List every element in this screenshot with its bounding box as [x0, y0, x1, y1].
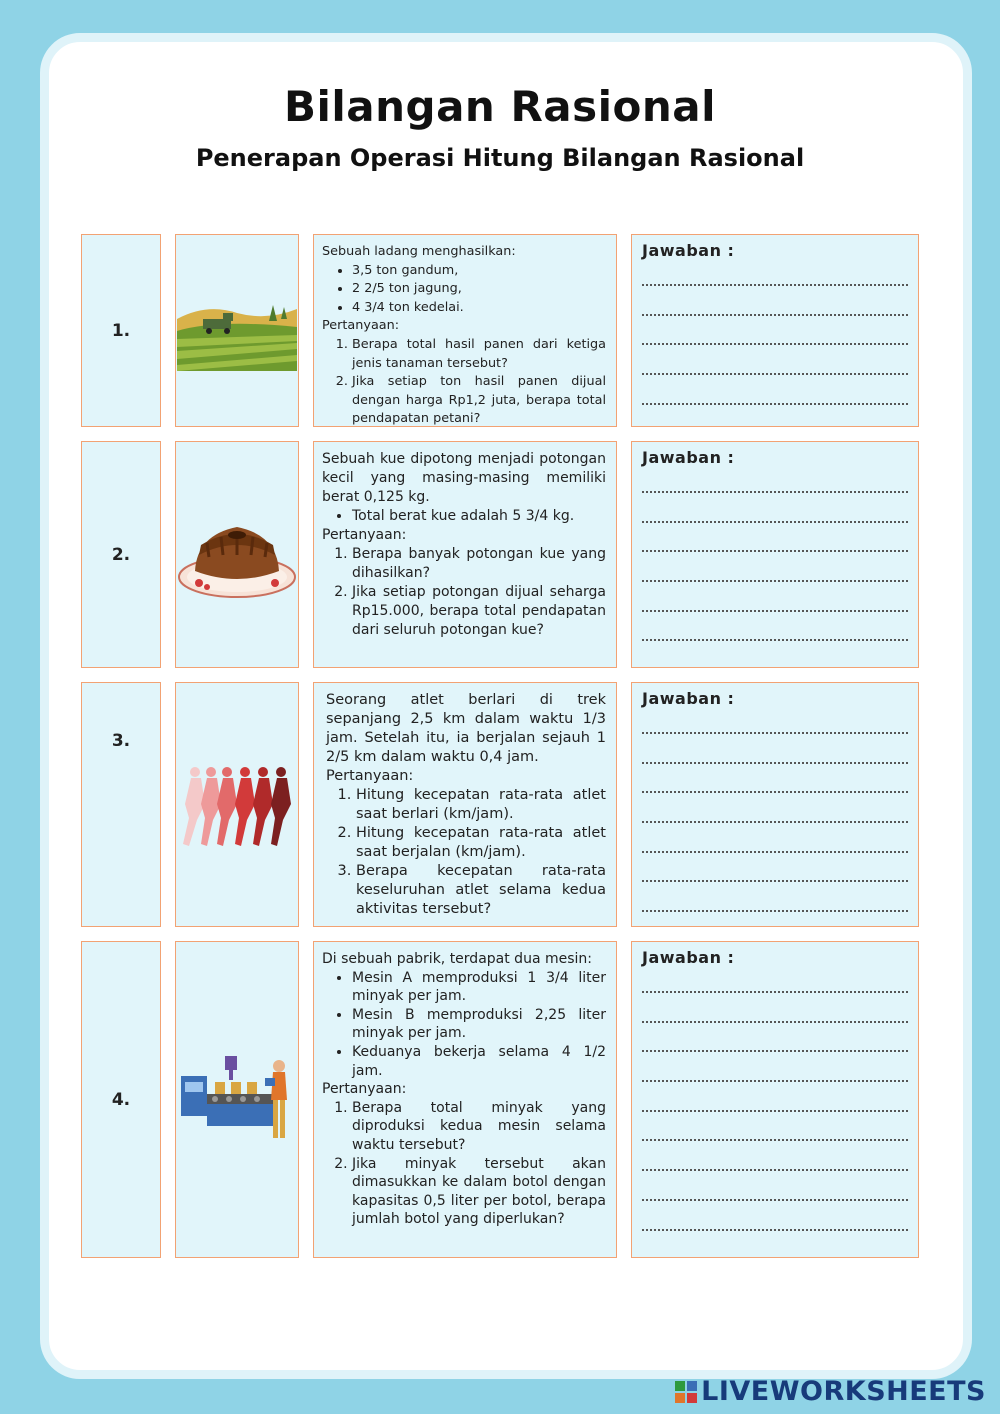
question-item: 1. Berapa total minyak yang diproduksi kedua mesin selama waktu tersebut?	[352, 1099, 606, 1155]
answer-line[interactable]	[642, 1141, 908, 1171]
problem-image	[175, 682, 299, 927]
list-item: • 3,5 ton gandum,	[352, 262, 606, 281]
answer-line[interactable]	[642, 1052, 908, 1082]
answer-line[interactable]	[642, 882, 908, 912]
answer-line[interactable]	[642, 493, 908, 523]
answer-line[interactable]	[642, 471, 908, 493]
problem-number: 2.	[81, 441, 161, 668]
answer-line[interactable]	[642, 993, 908, 1023]
answer-label: Jawaban :	[642, 448, 735, 467]
answer-line[interactable]	[642, 1201, 908, 1231]
problem-intro: Seorang atlet berlari di trek sepanjang 2,5 km dalam waktu 1/3 jam. Setelah itu, ia berjalan sejauh 1 2/5 km dalam waktu 0,4 jam.	[326, 692, 606, 765]
answer-label: Jawaban :	[642, 689, 735, 708]
problem-text	[313, 441, 617, 668]
liveworksheets-logo-icon	[675, 1381, 697, 1403]
answer-line[interactable]	[642, 375, 908, 405]
answer-box[interactable]	[631, 441, 919, 668]
answer-line[interactable]	[642, 552, 908, 582]
question-item: 1. Berapa banyak potongan kue yang dihasilkan?	[352, 545, 606, 583]
problem-text	[313, 941, 617, 1258]
question-item: 3. Berapa kecepatan rata-rata keseluruhan atlet selama kedua aktivitas tersebut?	[356, 862, 606, 919]
answer-label: Jawaban :	[642, 948, 735, 967]
question-item: 2. Jika setiap potongan dijual seharga Rp15.000, berapa total pendapatan dari seluruh potongan kue?	[352, 583, 606, 640]
questions-label: Pertanyaan:	[322, 318, 400, 334]
answer-line[interactable]	[642, 612, 908, 642]
page-subtitle: Penerapan Operasi Hitung Bilangan Rasional	[195, 144, 805, 172]
answer-line[interactable]	[642, 734, 908, 764]
question-item: 2. Jika setiap ton hasil panen dijual dengan harga Rp1,2 juta, berapa total pendapatan petani?	[352, 373, 606, 429]
problem-image	[175, 941, 299, 1258]
questions-label: Pertanyaan:	[326, 768, 414, 784]
answer-line[interactable]	[642, 345, 908, 375]
answer-line[interactable]	[642, 264, 908, 286]
answer-line[interactable]	[642, 1112, 908, 1142]
answer-line[interactable]	[642, 1082, 908, 1112]
brand-logo[interactable]	[675, 1376, 986, 1407]
problem-number: 3.	[81, 682, 161, 927]
question-item: 2. Hitung kecepatan rata-rata atlet saat berjalan (km/jam).	[356, 824, 606, 862]
answer-line[interactable]	[642, 853, 908, 883]
list-item: • 2 2/5 ton jagung,	[352, 280, 606, 299]
cake-icon	[177, 505, 297, 605]
questions-label: Pertanyaan:	[322, 527, 407, 543]
answer-line[interactable]	[642, 582, 908, 612]
problem-intro: Sebuah kue dipotong menjadi potongan kecil yang masing-masing memiliki berat 0,125 kg.	[322, 451, 606, 505]
question-item: 1. Berapa total hasil panen dari ketiga jenis tanaman tersebut?	[352, 336, 606, 373]
list-item: • Mesin A memproduksi 1 3/4 liter minyak per jam.	[352, 969, 606, 1006]
questions-label: Pertanyaan:	[322, 1081, 407, 1098]
answer-line[interactable]	[642, 764, 908, 794]
answer-line[interactable]	[642, 712, 908, 734]
page-title: Bilangan Rasional	[283, 82, 717, 131]
answer-line[interactable]	[642, 823, 908, 853]
list-item: • Total berat kue adalah 5 3/4 kg.	[352, 507, 606, 526]
answer-box[interactable]	[631, 941, 919, 1258]
runner-icon	[177, 760, 297, 850]
problem-image	[175, 234, 299, 427]
answer-line[interactable]	[642, 793, 908, 823]
question-item: 1. Hitung kecepatan rata-rata atlet saat berlari (km/jam).	[356, 786, 606, 824]
answer-box[interactable]	[631, 234, 919, 427]
answer-line[interactable]	[642, 316, 908, 346]
list-item: • Keduanya bekerja selama 4 1/2 jam.	[352, 1043, 606, 1080]
answer-box[interactable]	[631, 682, 919, 927]
answer-label: Jawaban :	[642, 241, 735, 260]
question-item: 2. Jika minyak tersebut akan dimasukkan ke dalam botol dengan kapasitas 0,5 liter per botol, berapa jumlah botol yang diperlukan?	[352, 1155, 606, 1229]
farm-field-icon	[177, 291, 297, 371]
problem-intro: Di sebuah pabrik, terdapat dua mesin:	[322, 951, 592, 967]
brand-name: LIVEWORKSHEETS	[701, 1376, 986, 1407]
list-item: • 4 3/4 ton kedelai.	[352, 299, 606, 318]
problem-number: 4.	[81, 941, 161, 1258]
problem-text	[313, 234, 617, 427]
answer-line[interactable]	[642, 286, 908, 316]
answer-line[interactable]	[642, 1171, 908, 1201]
problem-image	[175, 441, 299, 668]
problem-intro: Sebuah ladang menghasilkan:	[322, 244, 516, 259]
answer-line[interactable]	[642, 1023, 908, 1053]
problem-text	[313, 682, 617, 927]
answer-line[interactable]	[642, 971, 908, 993]
list-item: • Mesin B memproduksi 2,25 liter minyak per jam.	[352, 1006, 606, 1043]
answer-line[interactable]	[642, 523, 908, 553]
factory-machine-icon	[177, 1050, 297, 1150]
problem-number: 1.	[81, 234, 161, 427]
